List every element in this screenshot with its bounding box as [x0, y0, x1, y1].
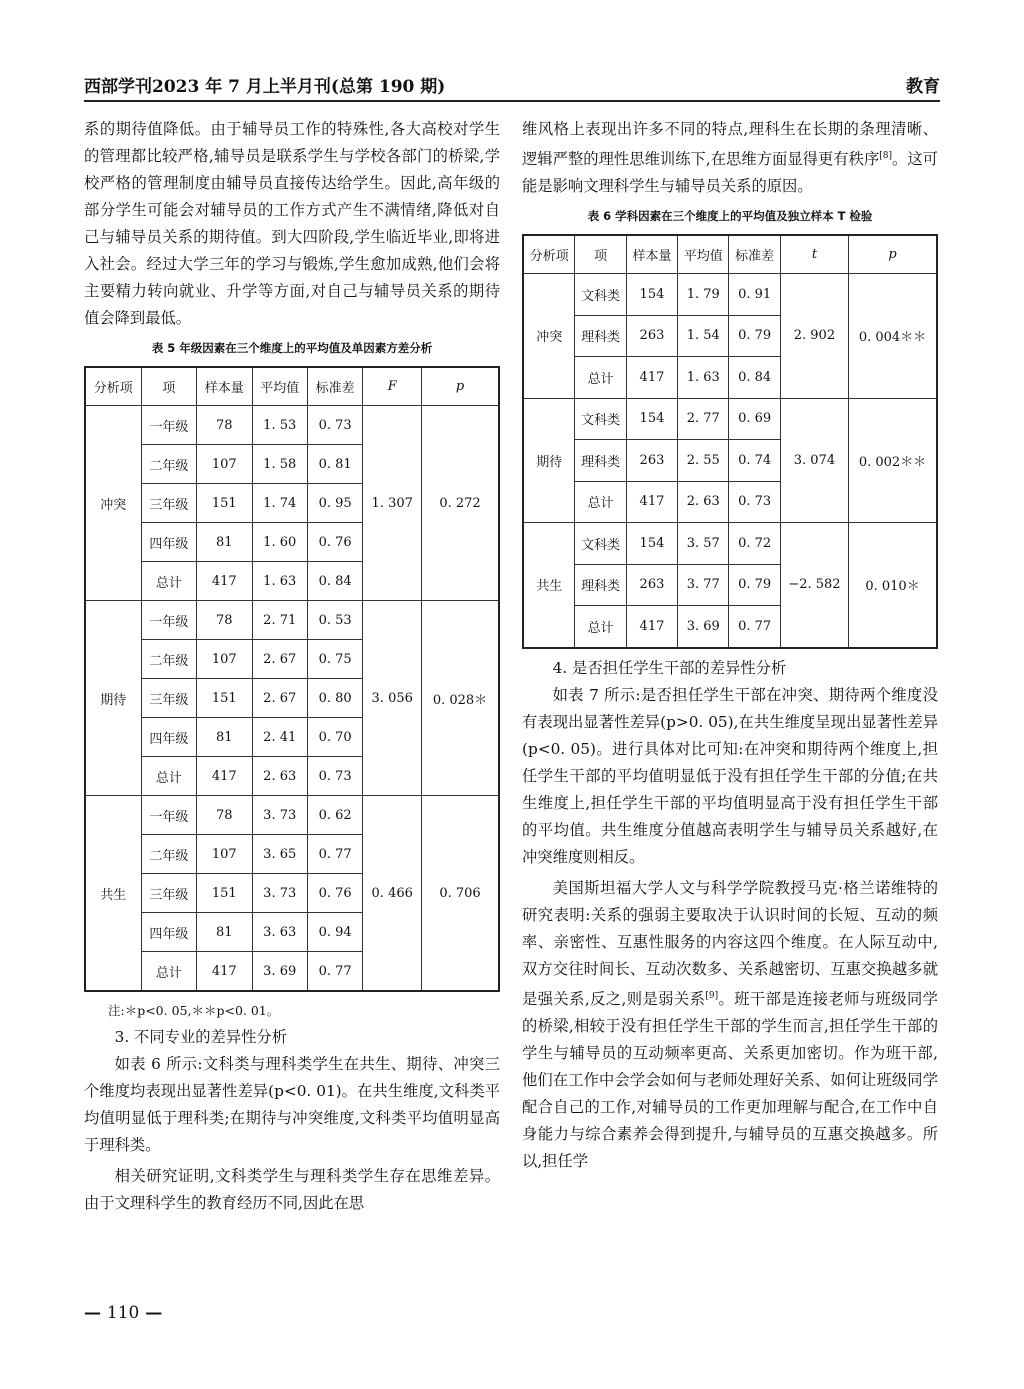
- table5-cell: 1. 63: [252, 562, 307, 601]
- running-header: [84, 70, 940, 102]
- table5-cell: 78: [197, 796, 252, 835]
- table6-cell: 263: [626, 564, 677, 606]
- table6-cell: 文科类: [575, 274, 626, 316]
- table5-cell: 三年级: [141, 679, 196, 718]
- table5-cell: 0. 94: [307, 913, 362, 952]
- table5-cell: 3. 73: [252, 796, 307, 835]
- table6-cell: 0. 91: [729, 274, 780, 316]
- table6-cell: 0. 79: [729, 564, 780, 606]
- table5-cell: 二年级: [141, 835, 196, 874]
- table5-cell: 一年级: [141, 796, 196, 835]
- table5-cell: 0. 77: [307, 835, 362, 874]
- table5-cell: 0. 84: [307, 562, 362, 601]
- table6-cell: 417: [626, 481, 677, 523]
- table6-cell: 2. 63: [678, 481, 729, 523]
- table6-cell: 2. 77: [678, 398, 729, 440]
- table6-cell: 0. 77: [729, 606, 780, 648]
- table5-cell: 0. 77: [307, 952, 362, 992]
- table6-cell: 2. 55: [678, 440, 729, 482]
- table-row: [523, 274, 937, 316]
- table5-p-cell: 0. 706: [422, 796, 499, 992]
- right-paragraph-1: 维风格上表现出许多不同的特点,理科生在长期的条理清晰、逻辑严整的理性思维训练下,在思维方面显得更有秩序[8]。这可能是影响文理科学生与辅导员关系的原因。: [522, 120, 938, 196]
- table6-cell: 154: [626, 274, 677, 316]
- table6-dimension-cell: 期待: [523, 398, 575, 523]
- table6-stat-cell: −2. 582: [780, 523, 848, 648]
- table5-cell: 0. 53: [307, 601, 362, 640]
- table5-cell: 417: [197, 757, 252, 796]
- table5-cell: 0. 76: [307, 523, 362, 562]
- table6-header-cell: p: [849, 235, 937, 274]
- table5-cell: 151: [197, 874, 252, 913]
- table-6: [522, 234, 938, 649]
- table-row: [523, 523, 937, 565]
- table6-cell: 文科类: [575, 398, 626, 440]
- table6-header-cell: 样本量: [626, 235, 677, 274]
- section-heading-3: 3. 不同专业的差异性分析: [114, 1028, 288, 1046]
- table5-header-cell: F: [363, 367, 422, 406]
- table6-cell: 理科类: [575, 315, 626, 357]
- table5-cell: 1. 58: [252, 445, 307, 484]
- table6-cell: 154: [626, 398, 677, 440]
- table6-dimension-cell: 冲突: [523, 274, 575, 399]
- table6-cell: 理科类: [575, 564, 626, 606]
- table6-cell: 文科类: [575, 523, 626, 565]
- right-paragraph-3: 美国斯坦福大学人文与科学学院教授马克·格兰诺维特的研究表明:关系的强弱主要取决于认识时间的长短、互动的频率、亲密性、互惠性服务的内容这四个维度。在人际互动中,双方交往时间长、互动次数多、关系越密切、互惠交换越多就是强关系,反之,则是弱关系[9]。班干部是连接老师与班级同学的桥梁,相较于没有担任学生干部的学生而言,担任学生干部的学生与辅导员的互动频率更高、关系更加密切。作为班干部,他们在工作中会学会如何与老师处理好关系、如何让班级同学配合自己的工作,对辅导员的工作更加理解与配合,在工作中自身能力与综合素养会得到提升,与辅导员的互惠交换越多。所以,担任学: [522, 878, 938, 1170]
- table6-cell: 0. 69: [729, 398, 780, 440]
- table5-cell: 三年级: [141, 874, 196, 913]
- table6-header-cell: t: [780, 235, 848, 274]
- table5-cell: 3. 63: [252, 913, 307, 952]
- table6-header-cell: 平均值: [678, 235, 729, 274]
- table6-cell: 3. 57: [678, 523, 729, 565]
- table5-header-cell: 标准差: [307, 367, 362, 406]
- table5-cell: 3. 73: [252, 874, 307, 913]
- table6-cell: 1. 63: [678, 357, 729, 399]
- table6-header-cell: 项: [575, 235, 626, 274]
- table5-cell: 81: [197, 913, 252, 952]
- table5-cell: 151: [197, 679, 252, 718]
- table5-cell: 一年级: [141, 601, 196, 640]
- table5-cell: 2. 63: [252, 757, 307, 796]
- table6-cell: 总计: [575, 481, 626, 523]
- table6-header-cell: 标准差: [729, 235, 780, 274]
- table6-p-cell: 0. 004＊＊: [849, 274, 937, 399]
- table5-header-cell: 样本量: [197, 367, 252, 406]
- table5-note: 注:＊p<0. 05,＊＊p<0. 01。: [108, 1003, 280, 1018]
- table6-caption: 表 6 学科因素在三个维度上的平均值及独立样本 T 检验: [587, 209, 873, 224]
- table5-cell: 0. 80: [307, 679, 362, 718]
- table5-cell: 78: [197, 406, 252, 445]
- table5-cell: 0. 95: [307, 484, 362, 523]
- table6-stat-cell: 2. 902: [780, 274, 848, 399]
- table6-cell: 3. 77: [678, 564, 729, 606]
- left-column: [84, 116, 500, 1217]
- table5-header-cell: 项: [141, 367, 196, 406]
- table-row: [523, 398, 937, 440]
- table6-dimension-cell: 共生: [523, 523, 575, 648]
- table5-cell: 0. 73: [307, 757, 362, 796]
- table5-header-cell: 平均值: [252, 367, 307, 406]
- table5-cell: 总计: [141, 952, 196, 992]
- table6-cell: 0. 74: [729, 440, 780, 482]
- table5-cell: 0. 70: [307, 718, 362, 757]
- table5-cell: 2. 67: [252, 640, 307, 679]
- table5-stat-cell: 1. 307: [363, 406, 422, 601]
- table-5: [84, 366, 500, 992]
- table5-dimension-cell: 期待: [85, 601, 141, 796]
- table5-cell: 81: [197, 718, 252, 757]
- citation-8: [8]: [879, 151, 893, 161]
- left-paragraph-3: 相关研究证明,文科类学生与理科类学生存在思维差异。由于文理科学生的教育经历不同,因此在思: [84, 1167, 500, 1212]
- table6-cell: 总计: [575, 357, 626, 399]
- journal-title: 西部学刊2023 年 7 月上半月刊(总第 190 期): [84, 77, 446, 97]
- table5-cell: 2. 67: [252, 679, 307, 718]
- table6-cell: 1. 54: [678, 315, 729, 357]
- section-name: 教育: [906, 77, 940, 97]
- table5-cell: 78: [197, 601, 252, 640]
- table5-cell: 1. 74: [252, 484, 307, 523]
- page-number: — 110 —: [84, 1303, 163, 1323]
- table5-cell: 1. 60: [252, 523, 307, 562]
- table5-cell: 0. 73: [307, 406, 362, 445]
- table6-cell: 417: [626, 357, 677, 399]
- table5-p-cell: 0. 028＊: [422, 601, 499, 796]
- table-row: [85, 601, 499, 640]
- table6-cell: 417: [626, 606, 677, 648]
- table5-cell: 四年级: [141, 718, 196, 757]
- table5-cell: 81: [197, 523, 252, 562]
- table5-dimension-cell: 共生: [85, 796, 141, 992]
- table6-cell: 1. 79: [678, 274, 729, 316]
- table6-p-cell: 0. 010＊: [849, 523, 937, 648]
- table5-cell: 一年级: [141, 406, 196, 445]
- table5-stat-cell: 0. 466: [363, 796, 422, 992]
- left-paragraph-1: 系的期待值降低。由于辅导员工作的特殊性,各大高校对学生的管理都比较严格,辅导员是联系学生与学校各部门的桥梁,学校严格的管理制度由辅导员直接传达给学生。因此,高年级的部分学生可能会对辅导员的工作方式产生不满情绪,降低对自己与辅导员关系的期待值。到大四阶段,学生临近毕业,即将进入社会。经过大学三年的学习与锻炼,学生愈加成熟,他们会将主要精力转向就业、升学等方面,对自己与辅导员关系的期待值会降到最低。: [84, 120, 500, 327]
- table5-cell: 0. 75: [307, 640, 362, 679]
- table6-p-cell: 0. 002＊＊: [849, 398, 937, 523]
- table5-cell: 151: [197, 484, 252, 523]
- section-heading-4: 4. 是否担任学生干部的差异性分析: [552, 658, 787, 677]
- table5-cell: 三年级: [141, 484, 196, 523]
- table5-cell: 1. 53: [252, 406, 307, 445]
- citation-9: [9]: [705, 990, 719, 1001]
- table5-cell: 总计: [141, 562, 196, 601]
- table5-cell: 107: [197, 835, 252, 874]
- table-row: [85, 406, 499, 445]
- table6-cell: 0. 72: [729, 523, 780, 565]
- table5-cell: 四年级: [141, 913, 196, 952]
- table5-cell: 2. 41: [252, 718, 307, 757]
- table6-header-cell: 分析项: [523, 235, 575, 274]
- table5-cell: 0. 81: [307, 445, 362, 484]
- table5-cell: 3. 65: [252, 835, 307, 874]
- table5-cell: 二年级: [141, 445, 196, 484]
- table6-cell: 3. 69: [678, 606, 729, 648]
- table5-cell: 0. 76: [307, 874, 362, 913]
- table5-p-cell: 0. 272: [422, 406, 499, 601]
- table5-cell: 107: [197, 640, 252, 679]
- table6-cell: 0. 73: [729, 481, 780, 523]
- table5-caption: 表 5 年级因素在三个维度上的平均值及单因素方差分析: [151, 341, 433, 355]
- table5-cell: 3. 69: [252, 952, 307, 992]
- table6-cell: 0. 84: [729, 357, 780, 399]
- table5-cell: 107: [197, 445, 252, 484]
- table5-cell: 总计: [141, 757, 196, 796]
- table6-cell: 263: [626, 440, 677, 482]
- table5-cell: 2. 71: [252, 601, 307, 640]
- right-paragraph-2: 如表 7 所示:是否担任学生干部在冲突、期待两个维度没有表现出显著性差异(p>0. 05),在共生维度呈现出显著性差异(p<0. 05)。进行具体对比可知:在冲突和期待两个维度上,担任学生干部的平均值明显低于没有担任学生干部的分值;在共生维度上,担任学生干部的平均值明显高于没有担任学生干部的平均值。共生维度分值越高表明学生与辅导员关系越好,在冲突维度则相反。: [522, 685, 938, 866]
- table6-cell: 154: [626, 523, 677, 565]
- table5-cell: 417: [197, 562, 252, 601]
- table6-cell: 总计: [575, 606, 626, 648]
- table5-cell: 0. 62: [307, 796, 362, 835]
- table5-dimension-cell: 冲突: [85, 406, 141, 601]
- table5-cell: 417: [197, 952, 252, 992]
- table5-header-cell: 分析项: [85, 367, 141, 406]
- table6-stat-cell: 3. 074: [780, 398, 848, 523]
- table6-cell: 263: [626, 315, 677, 357]
- table5-cell: 四年级: [141, 523, 196, 562]
- table6-cell: 0. 79: [729, 315, 780, 357]
- right-column: [522, 116, 938, 1175]
- table-row: [85, 796, 499, 835]
- table5-stat-cell: 3. 056: [363, 601, 422, 796]
- table5-header-cell: p: [422, 367, 499, 406]
- table6-cell: 理科类: [575, 440, 626, 482]
- left-paragraph-2: 如表 6 所示:文科类与理科类学生在共生、期待、冲突三个维度均表现出显著性差异(p<0. 01)。在共生维度,文科类平均值明显低于理科类;在期待与冲突维度,文科类平均值明显高于理科类。: [84, 1055, 500, 1154]
- table5-cell: 二年级: [141, 640, 196, 679]
